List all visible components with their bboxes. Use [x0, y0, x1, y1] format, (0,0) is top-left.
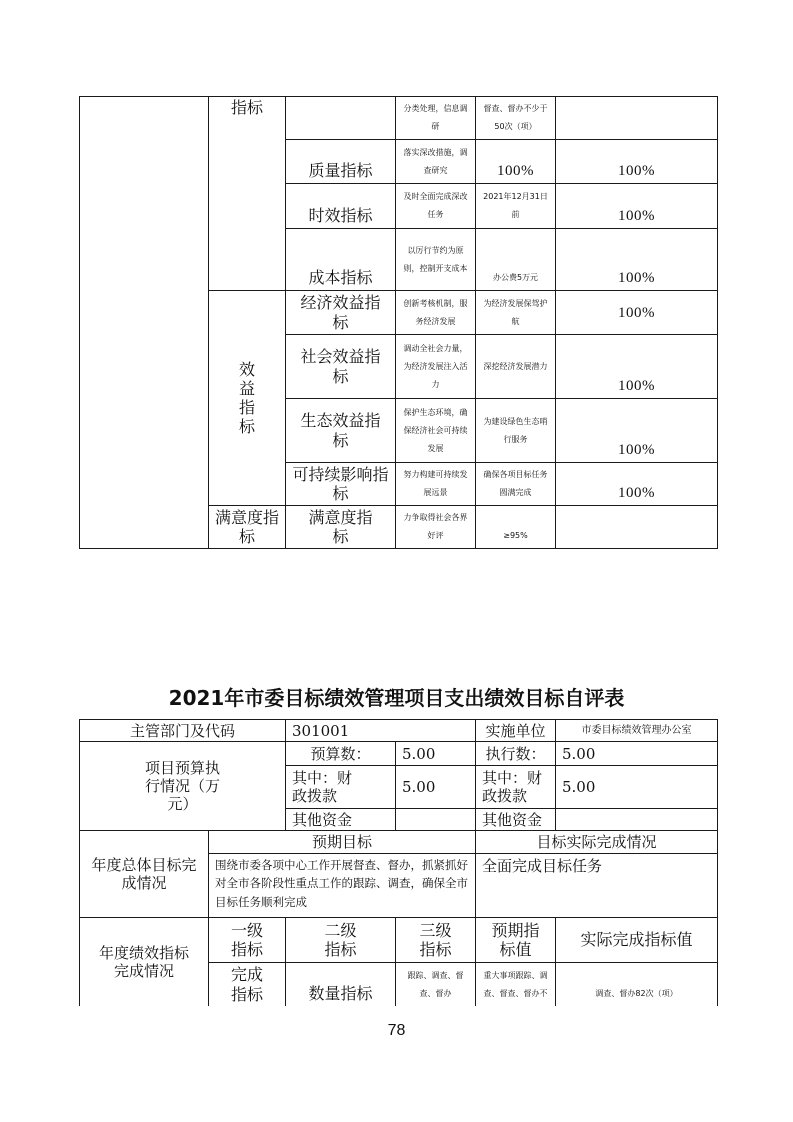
l5-value: 为建设绿色生态哨行服务: [483, 416, 548, 444]
header-expected-value: 预期指标值: [491, 920, 540, 959]
expected-value: 重大事项跟踪、调查、督查、督办不: [483, 970, 548, 998]
exec-num-label: 执行数：: [485, 744, 546, 763]
l4-value: 以厉行节约为原则，控制开支成本: [403, 245, 468, 273]
l5-value: 确保各项目标任务圆满完成: [483, 470, 548, 497]
actual-value: 调查、督办82次（项）: [595, 989, 678, 998]
l3-timeliness: 时效指标: [308, 205, 373, 225]
header-actual-value: 实际完成指标值: [580, 930, 693, 950]
fin-value-2: 5.00: [562, 778, 596, 796]
budget-num-value: 5.00: [402, 744, 436, 763]
l6-value: 100%: [618, 485, 655, 501]
l5-value: 办公费5万元: [492, 273, 539, 282]
expected-goal-text: 围绕市委各项中心工作开展督查、督办，抓紧抓好对全市各阶段性重点工作的跟踪、调查，确保全市目标任务顺利完成: [215, 858, 468, 909]
l6-value: 100%: [618, 304, 655, 321]
dept-code: 301001: [292, 721, 350, 740]
fin-label-2: 其中：财政拨款: [482, 769, 543, 805]
l3-cost: 成本指标: [308, 267, 373, 287]
budget-num-label: 预算数：: [310, 744, 371, 763]
l2-label-indicator: 指标: [230, 98, 263, 117]
impl-label: 实施单位: [485, 721, 546, 740]
l4-value: 分类处理，信息调研: [403, 104, 468, 131]
actual-goal-header: 目标实际完成情况: [536, 833, 657, 851]
budget-label: 项目预算执行情况（万元）: [144, 759, 220, 813]
l5-value: ≥95%: [503, 531, 528, 540]
expected-goal-header: 预期目标: [311, 833, 372, 851]
perf-label: 年度绩效指标完成情况: [98, 944, 189, 980]
other-label-2: 其他资金: [482, 810, 543, 829]
l4-value: 落实深改措施，调查研究: [403, 147, 468, 175]
page-number: 78: [387, 1022, 406, 1039]
l6-value: 100%: [618, 208, 655, 224]
l3-ecological: 生态效益指标: [300, 411, 381, 450]
l5-value: 督查、督办不少于50次（项）: [483, 104, 548, 131]
l4-value: 创新考核机制，服务经济发展: [403, 298, 468, 326]
l6-value: 100%: [618, 163, 655, 179]
l4-value: 保护生态环境，确保经济社会可持续发展: [403, 407, 468, 453]
l4-value: 努力构建可持续发展远景: [403, 470, 468, 497]
annual-goal-label: 年度总体目标完成情况: [91, 856, 197, 892]
fin-value-1: 5.00: [402, 778, 436, 796]
l6-value: 100%: [618, 270, 655, 286]
l3-quality: 质量指标: [308, 160, 373, 180]
l3-economic: 经济效益指标: [300, 293, 381, 332]
header-level2: 二级指标: [324, 920, 357, 959]
level2-quantity: 数量指标: [308, 983, 373, 1003]
header-level1: 一级指标: [230, 920, 263, 959]
exec-num-value: 5.00: [562, 744, 596, 763]
l2-label-satisfaction: 满意度指标: [215, 507, 280, 546]
l4-value: 力争取得社会各界好评: [403, 513, 468, 540]
other-label-1: 其他资金: [292, 810, 353, 829]
l5-value: 为经济发展保驾护航: [483, 298, 548, 326]
l4-value: 调动全社会力量，为经济发展注入活力: [403, 343, 468, 389]
l2-label-benefit: 效益指标: [238, 359, 255, 437]
l6-value: 100%: [618, 378, 655, 394]
header-level3: 三级指标: [419, 920, 452, 959]
level1-completion: 完成指标: [230, 965, 263, 1004]
l6-value: 100%: [618, 442, 655, 458]
l5-value: 100%: [497, 163, 534, 179]
l3-sustainable: 可持续影响指标: [292, 464, 389, 503]
impl-value: 市委目标绩效管理办公室: [581, 724, 692, 736]
l5-value: 2021年12月31日前: [483, 192, 548, 219]
l3-social: 社会效益指标: [300, 347, 381, 386]
page-title: 2021年市委目标绩效管理项目支出绩效目标自评表: [168, 686, 625, 710]
l5-value: 深挖经济发展潜力: [483, 361, 548, 371]
level3-value: 跟踪、调查、督查、督办: [407, 970, 464, 998]
l3-satisfaction: 满意度指标: [308, 507, 373, 546]
actual-goal-text: 全面完成目标任务: [482, 857, 603, 875]
l4-value: 及时全面完成深改任务: [403, 192, 468, 219]
fin-label-1: 其中：财政拨款: [292, 769, 353, 805]
dept-label: 主管部门及代码: [129, 721, 235, 740]
